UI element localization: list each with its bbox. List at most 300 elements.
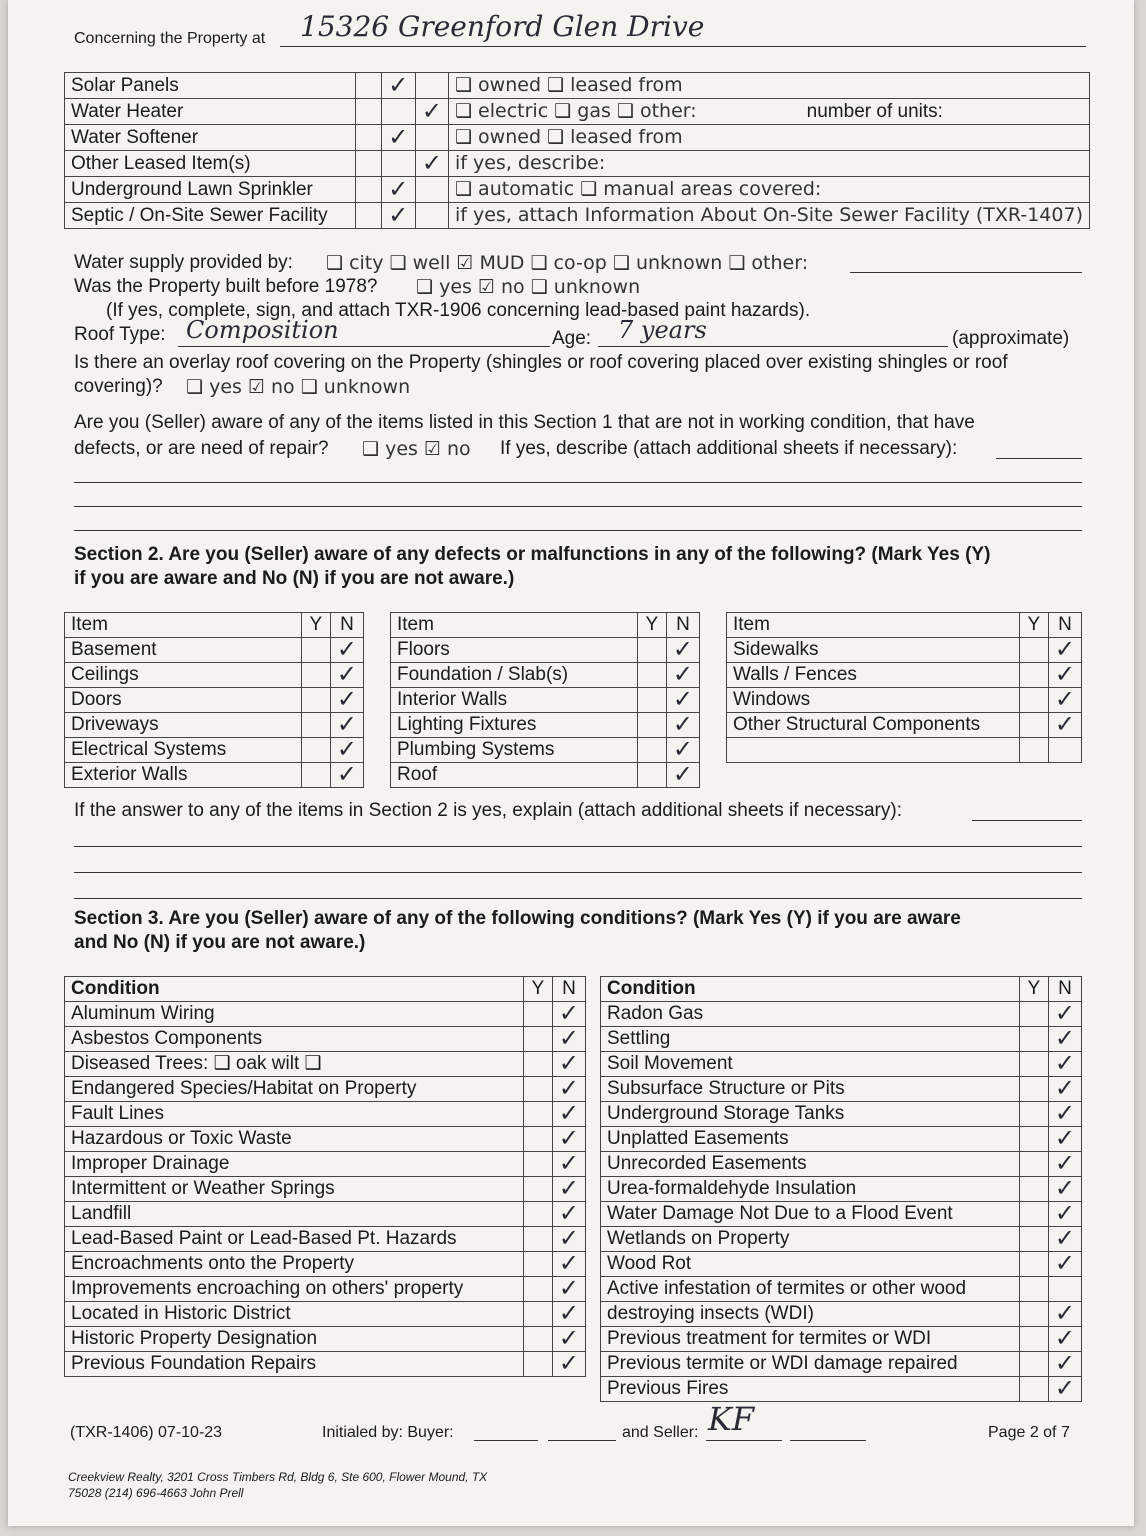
condition-row: [601, 1252, 1082, 1277]
water-other-line: [850, 252, 1082, 273]
condition-n-mark[interactable]: ✓: [552, 1202, 585, 1227]
condition-label: Unplatted Easements: [601, 1127, 1020, 1152]
item-y-cell[interactable]: [637, 763, 666, 788]
condition-label: destroying insects (WDI): [601, 1302, 1020, 1327]
seller-initial-line-2: [790, 1420, 866, 1441]
section2-title-2: if you are aware and No (N) if you are not aware.): [74, 568, 515, 589]
item-n-mark[interactable]: ✓: [330, 638, 363, 663]
item-row: [391, 688, 700, 713]
condition-row: [601, 1127, 1082, 1152]
equipment-desc: [448, 125, 1089, 151]
item-label: Interior Walls: [391, 688, 638, 713]
describe-line-b: [74, 462, 1082, 483]
condition-label: Wood Rot: [601, 1252, 1020, 1277]
condition-n-mark[interactable]: ✓: [552, 1127, 585, 1152]
condition-row: [601, 1302, 1082, 1327]
condition-label: Aluminum Wiring: [65, 1002, 524, 1027]
col-item-header: Item: [391, 613, 638, 638]
condition-n-mark[interactable]: ✓: [1048, 1227, 1081, 1252]
item-label: Doors: [65, 688, 302, 713]
condition-row: [601, 1002, 1082, 1027]
condition-label: Active infestation of termites or other wood: [601, 1277, 1020, 1302]
item-label: Lighting Fixtures: [391, 713, 638, 738]
equipment-item: Water Softener: [65, 125, 356, 151]
equipment-spacer: [355, 73, 381, 99]
equipment-spacer: [355, 99, 381, 125]
condition-row: [65, 1102, 586, 1127]
condition-y-cell[interactable]: [523, 1252, 552, 1277]
item-n-mark[interactable]: ✓: [666, 663, 699, 688]
item-row: [65, 713, 364, 738]
condition-y-cell[interactable]: [1019, 1152, 1048, 1177]
item-n-mark[interactable]: ✓: [1048, 713, 1081, 738]
built-1978-options[interactable]: ❑ yes ☑ no ❑ unknown: [416, 276, 641, 298]
condition-y-cell[interactable]: [1019, 1352, 1048, 1377]
condition-row: [601, 1177, 1082, 1202]
condition-n-mark[interactable]: ✓: [1048, 1202, 1081, 1227]
condition-label: Subsurface Structure or Pits: [601, 1077, 1020, 1102]
col-n-header: N: [1048, 613, 1081, 638]
condition-row: [601, 1152, 1082, 1177]
equipment-item: Other Leased Item(s): [65, 151, 356, 177]
item-label: Windows: [727, 688, 1020, 713]
condition-y-cell[interactable]: [1019, 1052, 1048, 1077]
item-y-cell[interactable]: [301, 763, 330, 788]
item-y-cell[interactable]: [637, 638, 666, 663]
explain-line-b: [74, 826, 1082, 847]
item-n-mark[interactable]: ✓: [1048, 638, 1081, 663]
condition-n-mark[interactable]: ✓: [552, 1027, 585, 1052]
condition-row: [65, 1127, 586, 1152]
condition-y-cell[interactable]: [1019, 1227, 1048, 1252]
equipment-n-mark[interactable]: [381, 99, 415, 125]
item-y-cell[interactable]: [1019, 738, 1048, 763]
item-n-mark[interactable]: ✓: [330, 713, 363, 738]
condition-label: Encroachments onto the Property: [65, 1252, 524, 1277]
equipment-item: Underground Lawn Sprinkler: [65, 177, 356, 203]
condition-label: Radon Gas: [601, 1002, 1020, 1027]
item-y-cell[interactable]: [301, 688, 330, 713]
lead-paint-note: (If yes, complete, sign, and attach TXR-1906 concerning lead-based paint hazards).: [106, 300, 811, 321]
equipment-row: [65, 151, 1090, 177]
roof-age-value: 7 years: [618, 316, 707, 344]
condition-n-mark[interactable]: ✓: [1048, 1052, 1081, 1077]
condition-row: [601, 1027, 1082, 1052]
condition-n-mark[interactable]: ✓: [552, 1227, 585, 1252]
item-label: Driveways: [65, 713, 302, 738]
item-label: Basement: [65, 638, 302, 663]
equipment-desc: [448, 73, 1089, 99]
condition-y-cell[interactable]: [523, 1177, 552, 1202]
condition-label: Asbestos Components: [65, 1027, 524, 1052]
equipment-spacer: [355, 203, 381, 229]
equipment-n-mark[interactable]: ✓: [381, 177, 415, 203]
aware-section1-line1: Are you (Seller) aware of any of the items listed in this Section 1 that are not in working condition, that have: [74, 412, 975, 433]
condition-label: Historic Property Designation: [65, 1327, 524, 1352]
brokerage-line-1: Creekview Realty, 3201 Cross Timbers Rd, Bldg 6, Ste 600, Flower Mound, TX: [68, 1470, 488, 1484]
item-row: [65, 638, 364, 663]
condition-y-cell[interactable]: [523, 1227, 552, 1252]
item-row: [727, 713, 1082, 738]
condition-n-mark[interactable]: ✓: [552, 1252, 585, 1277]
describe-line-c: [74, 486, 1082, 507]
item-row: [391, 713, 700, 738]
equipment-table: [64, 72, 1090, 229]
condition-y-cell[interactable]: [1019, 1102, 1048, 1127]
item-n-mark[interactable]: ✓: [330, 763, 363, 788]
condition-n-mark[interactable]: ✓: [1048, 1252, 1081, 1277]
condition-y-cell[interactable]: [1019, 1252, 1048, 1277]
condition-row: [601, 1227, 1082, 1252]
section2-title-1: Section 2. Are you (Seller) aware of any defects or malfunctions in any of the following? (Mark Yes (Y): [74, 544, 991, 565]
col-condition-header: Condition: [601, 977, 1020, 1002]
condition-y-cell[interactable]: [1019, 1002, 1048, 1027]
buyer-initial-line-1: [474, 1420, 538, 1441]
built-1978-question: Was the Property built before 1978?: [74, 276, 378, 297]
equipment-row: [65, 125, 1090, 151]
item-y-cell[interactable]: [301, 738, 330, 763]
equipment-desc-text[interactable]: ❑ owned ❑ leased from: [454, 126, 683, 148]
condition-label: Previous Foundation Repairs: [65, 1352, 524, 1377]
roof-age-label: Age:: [552, 328, 592, 349]
item-row: [391, 763, 700, 788]
condition-y-cell[interactable]: [523, 1352, 552, 1377]
condition-row: [601, 1327, 1082, 1352]
condition-label: Intermittent or Weather Springs: [65, 1177, 524, 1202]
item-label: Roof: [391, 763, 638, 788]
condition-row: [601, 1052, 1082, 1077]
equipment-row: [65, 73, 1090, 99]
explain-line-d: [74, 878, 1082, 899]
section2-explain: If the answer to any of the items in Section 2 is yes, explain (attach additional sheets if necessary):: [74, 800, 902, 821]
section3-table-right: [600, 976, 1082, 1402]
describe-line-a: [996, 438, 1082, 459]
condition-row: [601, 1277, 1082, 1302]
form-id: (TXR-1406) 07-10-23: [70, 1424, 223, 1441]
item-row: [65, 738, 364, 763]
item-row: [65, 688, 364, 713]
condition-y-cell[interactable]: [523, 1152, 552, 1177]
condition-y-cell[interactable]: [1019, 1377, 1048, 1402]
condition-label: Previous Fires: [601, 1377, 1020, 1402]
col-item-header: Item: [727, 613, 1020, 638]
condition-label: Wetlands on Property: [601, 1227, 1020, 1252]
condition-row: [601, 1202, 1082, 1227]
condition-n-mark[interactable]: ✓: [1048, 1127, 1081, 1152]
condition-row: [65, 1002, 586, 1027]
condition-y-cell[interactable]: [1019, 1127, 1048, 1152]
condition-row: [65, 1302, 586, 1327]
brokerage-line-2: 75028 (214) 696-4663 John Prell: [68, 1486, 244, 1500]
item-n-mark[interactable]: ✓: [330, 688, 363, 713]
item-label: Other Structural Components: [727, 713, 1020, 738]
initialed-by-buyer: Initialed by: Buyer:: [322, 1424, 454, 1441]
roof-type-value: Composition: [186, 316, 339, 344]
col-y-header: Y: [523, 977, 552, 1002]
item-row: [727, 738, 1082, 763]
equipment-desc-text[interactable]: if yes, describe:: [454, 152, 606, 174]
item-n-mark[interactable]: ✓: [666, 763, 699, 788]
item-y-cell[interactable]: [637, 663, 666, 688]
overlay-options[interactable]: ❑ yes ☑ no ❑ unknown: [186, 376, 411, 398]
item-y-cell[interactable]: [301, 638, 330, 663]
col-n-header: N: [330, 613, 363, 638]
item-y-cell[interactable]: [301, 713, 330, 738]
item-label: Exterior Walls: [65, 763, 302, 788]
condition-row: [601, 1352, 1082, 1377]
item-row: [727, 688, 1082, 713]
item-row: [65, 763, 364, 788]
condition-n-mark[interactable]: ✓: [1048, 1377, 1081, 1402]
item-label: Walls / Fences: [727, 663, 1020, 688]
equipment-desc: [448, 177, 1089, 203]
explain-line-c: [74, 852, 1082, 873]
condition-label: Improvements encroaching on others' property: [65, 1277, 524, 1302]
page-number: Page 2 of 7: [988, 1424, 1070, 1441]
condition-label: Lead-Based Paint or Lead-Based Pt. Hazards: [65, 1227, 524, 1252]
section2-table-2: [390, 612, 700, 788]
condition-label: Previous treatment for termites or WDI: [601, 1327, 1020, 1352]
condition-y-cell[interactable]: [523, 1127, 552, 1152]
equipment-n-mark[interactable]: [381, 151, 415, 177]
item-y-cell[interactable]: [637, 688, 666, 713]
condition-n-mark[interactable]: ✓: [552, 1177, 585, 1202]
condition-n-mark[interactable]: ✓: [552, 1152, 585, 1177]
equipment-spacer: [355, 151, 381, 177]
condition-y-cell[interactable]: [523, 1052, 552, 1077]
condition-n-mark[interactable]: ✓: [1048, 1002, 1081, 1027]
condition-label: Landfill: [65, 1202, 524, 1227]
condition-row: [65, 1027, 586, 1052]
equipment-y-mark[interactable]: [415, 73, 448, 99]
condition-n-mark[interactable]: ✓: [552, 1277, 585, 1302]
condition-label: Soil Movement: [601, 1052, 1020, 1077]
item-y-cell[interactable]: [637, 738, 666, 763]
condition-label: Settling: [601, 1027, 1020, 1052]
condition-y-cell[interactable]: [1019, 1027, 1048, 1052]
item-row: [391, 663, 700, 688]
item-row: [391, 638, 700, 663]
equipment-row: [65, 203, 1090, 229]
condition-n-mark[interactable]: ✓: [552, 1002, 585, 1027]
condition-row: [65, 1227, 586, 1252]
aware-section1-options[interactable]: ❑ yes ☑ no: [362, 438, 471, 460]
condition-label: Improper Drainage: [65, 1152, 524, 1177]
equipment-item: Septic / On-Site Sewer Facility: [65, 203, 356, 229]
item-label: Ceilings: [65, 663, 302, 688]
item-row: [727, 663, 1082, 688]
col-n-header: N: [552, 977, 585, 1002]
condition-y-cell[interactable]: [523, 1327, 552, 1352]
condition-row: [601, 1102, 1082, 1127]
section2-table-3: [726, 612, 1082, 763]
item-y-cell[interactable]: [301, 663, 330, 688]
item-label: [727, 738, 1020, 763]
condition-n-mark[interactable]: ✓: [552, 1327, 585, 1352]
condition-row: [601, 1077, 1082, 1102]
equipment-n-mark[interactable]: ✓: [381, 73, 415, 99]
condition-n-mark[interactable]: ✓: [1048, 1077, 1081, 1102]
condition-y-cell[interactable]: [523, 1027, 552, 1052]
condition-y-cell[interactable]: [523, 1002, 552, 1027]
equipment-y-mark[interactable]: [415, 203, 448, 229]
col-y-header: Y: [301, 613, 330, 638]
col-item-header: Item: [65, 613, 302, 638]
condition-y-cell[interactable]: [1019, 1277, 1048, 1302]
equipment-desc-text[interactable]: if yes, attach Information About On-Site Sewer Facility (TXR-1407): [454, 204, 1083, 226]
condition-label: Urea-formaldehyde Insulation: [601, 1177, 1020, 1202]
condition-row: [65, 1077, 586, 1102]
item-y-cell[interactable]: [1019, 663, 1048, 688]
equipment-y-mark[interactable]: [415, 177, 448, 203]
equipment-desc: [448, 203, 1089, 229]
condition-row: [65, 1152, 586, 1177]
section3-table-left: [64, 976, 586, 1377]
item-n-mark[interactable]: ✓: [330, 663, 363, 688]
equipment-y-mark[interactable]: [415, 125, 448, 151]
item-row: [65, 663, 364, 688]
buyer-initial-line-2: [548, 1420, 616, 1441]
equipment-item: Water Heater: [65, 99, 356, 125]
condition-label: Diseased Trees: ❑ oak wilt ❑: [65, 1052, 524, 1077]
condition-y-cell[interactable]: [1019, 1077, 1048, 1102]
item-n-mark[interactable]: ✓: [666, 688, 699, 713]
explain-line-a: [972, 800, 1082, 821]
condition-n-mark[interactable]: ✓: [1048, 1027, 1081, 1052]
condition-row: [601, 1377, 1082, 1402]
roof-type-label: Roof Type:: [74, 324, 166, 345]
equipment-row: [65, 177, 1090, 203]
item-y-cell[interactable]: [637, 713, 666, 738]
condition-row: [65, 1327, 586, 1352]
item-label: Sidewalks: [727, 638, 1020, 663]
equipment-spacer: [355, 177, 381, 203]
condition-row: [65, 1252, 586, 1277]
condition-n-mark[interactable]: ✓: [1048, 1177, 1081, 1202]
item-row: [391, 738, 700, 763]
item-n-mark[interactable]: ✓: [666, 713, 699, 738]
equipment-extra: number of units:: [806, 101, 943, 122]
item-row: [727, 638, 1082, 663]
item-n-mark[interactable]: ✓: [1048, 688, 1081, 713]
condition-label: Underground Storage Tanks: [601, 1102, 1020, 1127]
condition-n-mark[interactable]: ✓: [552, 1352, 585, 1377]
condition-n-mark[interactable]: [1048, 1277, 1081, 1302]
condition-y-cell[interactable]: [523, 1077, 552, 1102]
condition-label: Fault Lines: [65, 1102, 524, 1127]
col-n-header: N: [1048, 977, 1081, 1002]
condition-n-mark[interactable]: ✓: [1048, 1327, 1081, 1352]
condition-y-cell[interactable]: [523, 1302, 552, 1327]
aware-section1-describe: If yes, describe (attach additional sheets if necessary):: [500, 438, 958, 459]
condition-label: Previous termite or WDI damage repaired: [601, 1352, 1020, 1377]
item-n-mark[interactable]: [1048, 738, 1081, 763]
equipment-desc-text[interactable]: ❑ automatic ❑ manual areas covered:: [454, 178, 822, 200]
condition-y-cell[interactable]: [1019, 1202, 1048, 1227]
section3-title-1: Section 3. Are you (Seller) aware of any of the following conditions? (Mark Yes (Y) if you are aware: [74, 908, 961, 929]
property-label: Concerning the Property at: [74, 30, 266, 47]
item-label: Floors: [391, 638, 638, 663]
item-label: Electrical Systems: [65, 738, 302, 763]
condition-n-mark[interactable]: ✓: [1048, 1352, 1081, 1377]
condition-y-cell[interactable]: [523, 1202, 552, 1227]
section3-title-2: and No (N) if you are not aware.): [74, 932, 366, 953]
water-supply-options[interactable]: ❑ city ❑ well ☑ MUD ❑ co-op ❑ unknown ❑ other:: [326, 252, 809, 274]
col-y-header: Y: [637, 613, 666, 638]
condition-label: Endangered Species/Habitat on Property: [65, 1077, 524, 1102]
condition-row: [65, 1202, 586, 1227]
condition-n-mark[interactable]: ✓: [1048, 1152, 1081, 1177]
equipment-item: Solar Panels: [65, 73, 356, 99]
section2-table-1: [64, 612, 364, 788]
condition-row: [65, 1177, 586, 1202]
equipment-desc-text[interactable]: ❑ owned ❑ leased from: [454, 74, 683, 96]
condition-y-cell[interactable]: [1019, 1327, 1048, 1352]
item-y-cell[interactable]: [1019, 688, 1048, 713]
col-y-header: Y: [1019, 613, 1048, 638]
item-label: Foundation / Slab(s): [391, 663, 638, 688]
condition-y-cell[interactable]: [1019, 1302, 1048, 1327]
aware-section1-line2: defects, or are need of repair?: [74, 438, 329, 459]
equipment-row: [65, 99, 1090, 125]
col-condition-header: Condition: [65, 977, 524, 1002]
equipment-y-mark[interactable]: ✓: [415, 151, 448, 177]
condition-y-cell[interactable]: [523, 1102, 552, 1127]
condition-n-mark[interactable]: ✓: [552, 1102, 585, 1127]
equipment-y-mark[interactable]: ✓: [415, 99, 448, 125]
item-n-mark[interactable]: ✓: [1048, 663, 1081, 688]
condition-y-cell[interactable]: [1019, 1177, 1048, 1202]
condition-label: Hazardous or Toxic Waste: [65, 1127, 524, 1152]
condition-row: [65, 1052, 586, 1077]
item-n-mark[interactable]: ✓: [666, 738, 699, 763]
equipment-desc: [448, 99, 1089, 125]
item-n-mark[interactable]: ✓: [666, 638, 699, 663]
condition-n-mark[interactable]: ✓: [1048, 1102, 1081, 1127]
equipment-desc: [448, 151, 1089, 177]
condition-n-mark[interactable]: ✓: [1048, 1302, 1081, 1327]
water-supply-label: Water supply provided by:: [74, 252, 293, 273]
roof-approx: (approximate): [952, 328, 1070, 349]
condition-label: Water Damage Not Due to a Flood Event: [601, 1202, 1020, 1227]
equipment-n-mark[interactable]: ✓: [381, 203, 415, 229]
describe-line-d: [74, 510, 1082, 531]
condition-row: [65, 1277, 586, 1302]
condition-label: Located in Historic District: [65, 1302, 524, 1327]
condition-n-mark[interactable]: ✓: [552, 1077, 585, 1102]
condition-label: Unrecorded Easements: [601, 1152, 1020, 1177]
condition-n-mark[interactable]: ✓: [552, 1302, 585, 1327]
equipment-desc-text[interactable]: ❑ electric ❑ gas ❑ other:: [454, 100, 697, 122]
col-y-header: Y: [1019, 977, 1048, 1002]
condition-y-cell[interactable]: [523, 1277, 552, 1302]
col-n-header: N: [666, 613, 699, 638]
seller-initials: KF: [708, 1400, 755, 1438]
overlay-question-1: Is there an overlay roof covering on the Property (shingles or roof covering placed over existing shingles or roof: [74, 352, 1008, 373]
and-seller: and Seller:: [622, 1424, 699, 1441]
equipment-spacer: [355, 125, 381, 151]
condition-n-mark[interactable]: ✓: [552, 1052, 585, 1077]
item-label: Plumbing Systems: [391, 738, 638, 763]
item-n-mark[interactable]: ✓: [330, 738, 363, 763]
item-y-cell[interactable]: [1019, 713, 1048, 738]
equipment-n-mark[interactable]: ✓: [381, 125, 415, 151]
condition-row: [65, 1352, 586, 1377]
item-y-cell[interactable]: [1019, 638, 1048, 663]
property-address: 15326 Greenford Glen Drive: [300, 10, 705, 43]
form-page: [8, 0, 1134, 1526]
overlay-question-2: covering)?: [74, 376, 163, 397]
